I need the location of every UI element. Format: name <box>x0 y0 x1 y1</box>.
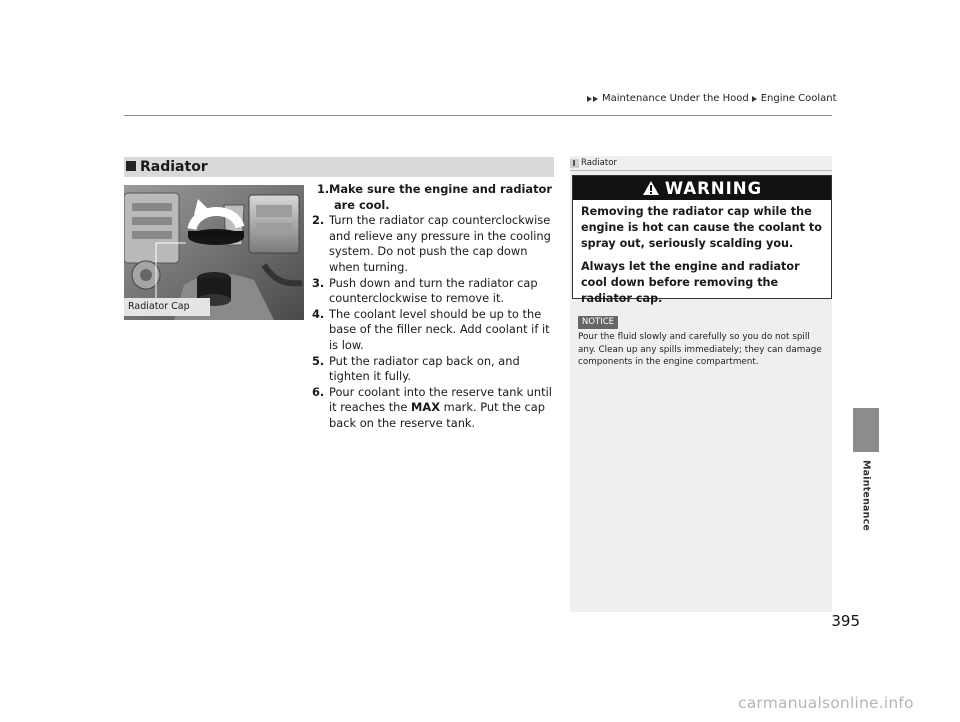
step-item <box>312 354 558 385</box>
header-rule <box>124 115 832 116</box>
section-title: Radiator <box>140 159 208 175</box>
step-item <box>312 213 558 275</box>
step-item <box>312 307 558 354</box>
warning-paragraph: Removing the radiator cap while the engine is hot can cause the coolant to spray out, seriously scalding you. <box>581 205 822 250</box>
warning-paragraph: Always let the engine and radiator cool down before removing the radiator cap. <box>581 260 800 305</box>
step-item <box>312 385 558 432</box>
radiator-cap-callout: Radiator Cap <box>124 298 210 316</box>
step-text: Make sure the engine and radiator are cool. <box>329 182 552 212</box>
step-number: 2. <box>312 213 325 228</box>
step-text: Put the radiator cap back on, and tighten it fully. <box>329 353 520 384</box>
breadcrumb <box>584 93 837 104</box>
step-number: 3. <box>312 275 325 290</box>
warning-title: WARNING <box>664 178 763 198</box>
max-mark-label: MAX <box>411 400 440 415</box>
panel-reference <box>570 158 617 168</box>
reference-icon <box>570 159 579 168</box>
breadcrumb-arrow-icon <box>587 96 599 102</box>
warning-text <box>581 204 827 315</box>
step-text: The coolant level should be up to the base of the filler neck. Add coolant if it is low. <box>329 306 550 352</box>
page-number: 395 <box>831 612 860 630</box>
step-text: Push down and turn the radiator cap counterclockwise to remove it. <box>329 275 538 306</box>
step-number: 6. <box>312 384 325 399</box>
panel-reference-label: Radiator <box>581 158 617 168</box>
breadcrumb-item[interactable]: Engine Coolant <box>760 93 837 104</box>
step-text: Pour coolant into the reserve tank until it reaches the MAX mark. Put the cap back on the reserve tank. <box>329 384 552 430</box>
notes-panel <box>570 156 832 612</box>
step-number: 1. <box>317 182 330 196</box>
step-item <box>312 276 558 307</box>
section-header <box>124 157 554 177</box>
warning-triangle-icon <box>642 180 660 196</box>
section-square-icon <box>126 161 136 171</box>
watermark: carmanualsonline.info <box>738 694 914 712</box>
warning-header <box>573 176 831 200</box>
chapter-tab-label[interactable]: Maintenance <box>860 460 872 532</box>
step-item <box>312 182 558 213</box>
panel-rule <box>570 170 832 171</box>
step-text: Turn the radiator cap counterclockwise and relieve any pressure in the cooling system. Do not push the cap down when turning. <box>329 213 551 274</box>
procedure-steps <box>312 182 558 432</box>
breadcrumb-arrow-icon <box>752 96 758 102</box>
notice-badge: NOTICE <box>578 316 618 329</box>
breadcrumb-item[interactable]: Maintenance Under the Hood <box>602 93 749 104</box>
step-number: 5. <box>312 353 325 368</box>
warning-box <box>572 175 832 305</box>
chapter-tab-marker[interactable] <box>853 408 879 452</box>
step-number: 4. <box>312 306 325 321</box>
notice-text: Pour the fluid slowly and carefully so you do not spill any. Clean up any spills immediately; they can damage components in the engine compartment. <box>578 332 822 368</box>
